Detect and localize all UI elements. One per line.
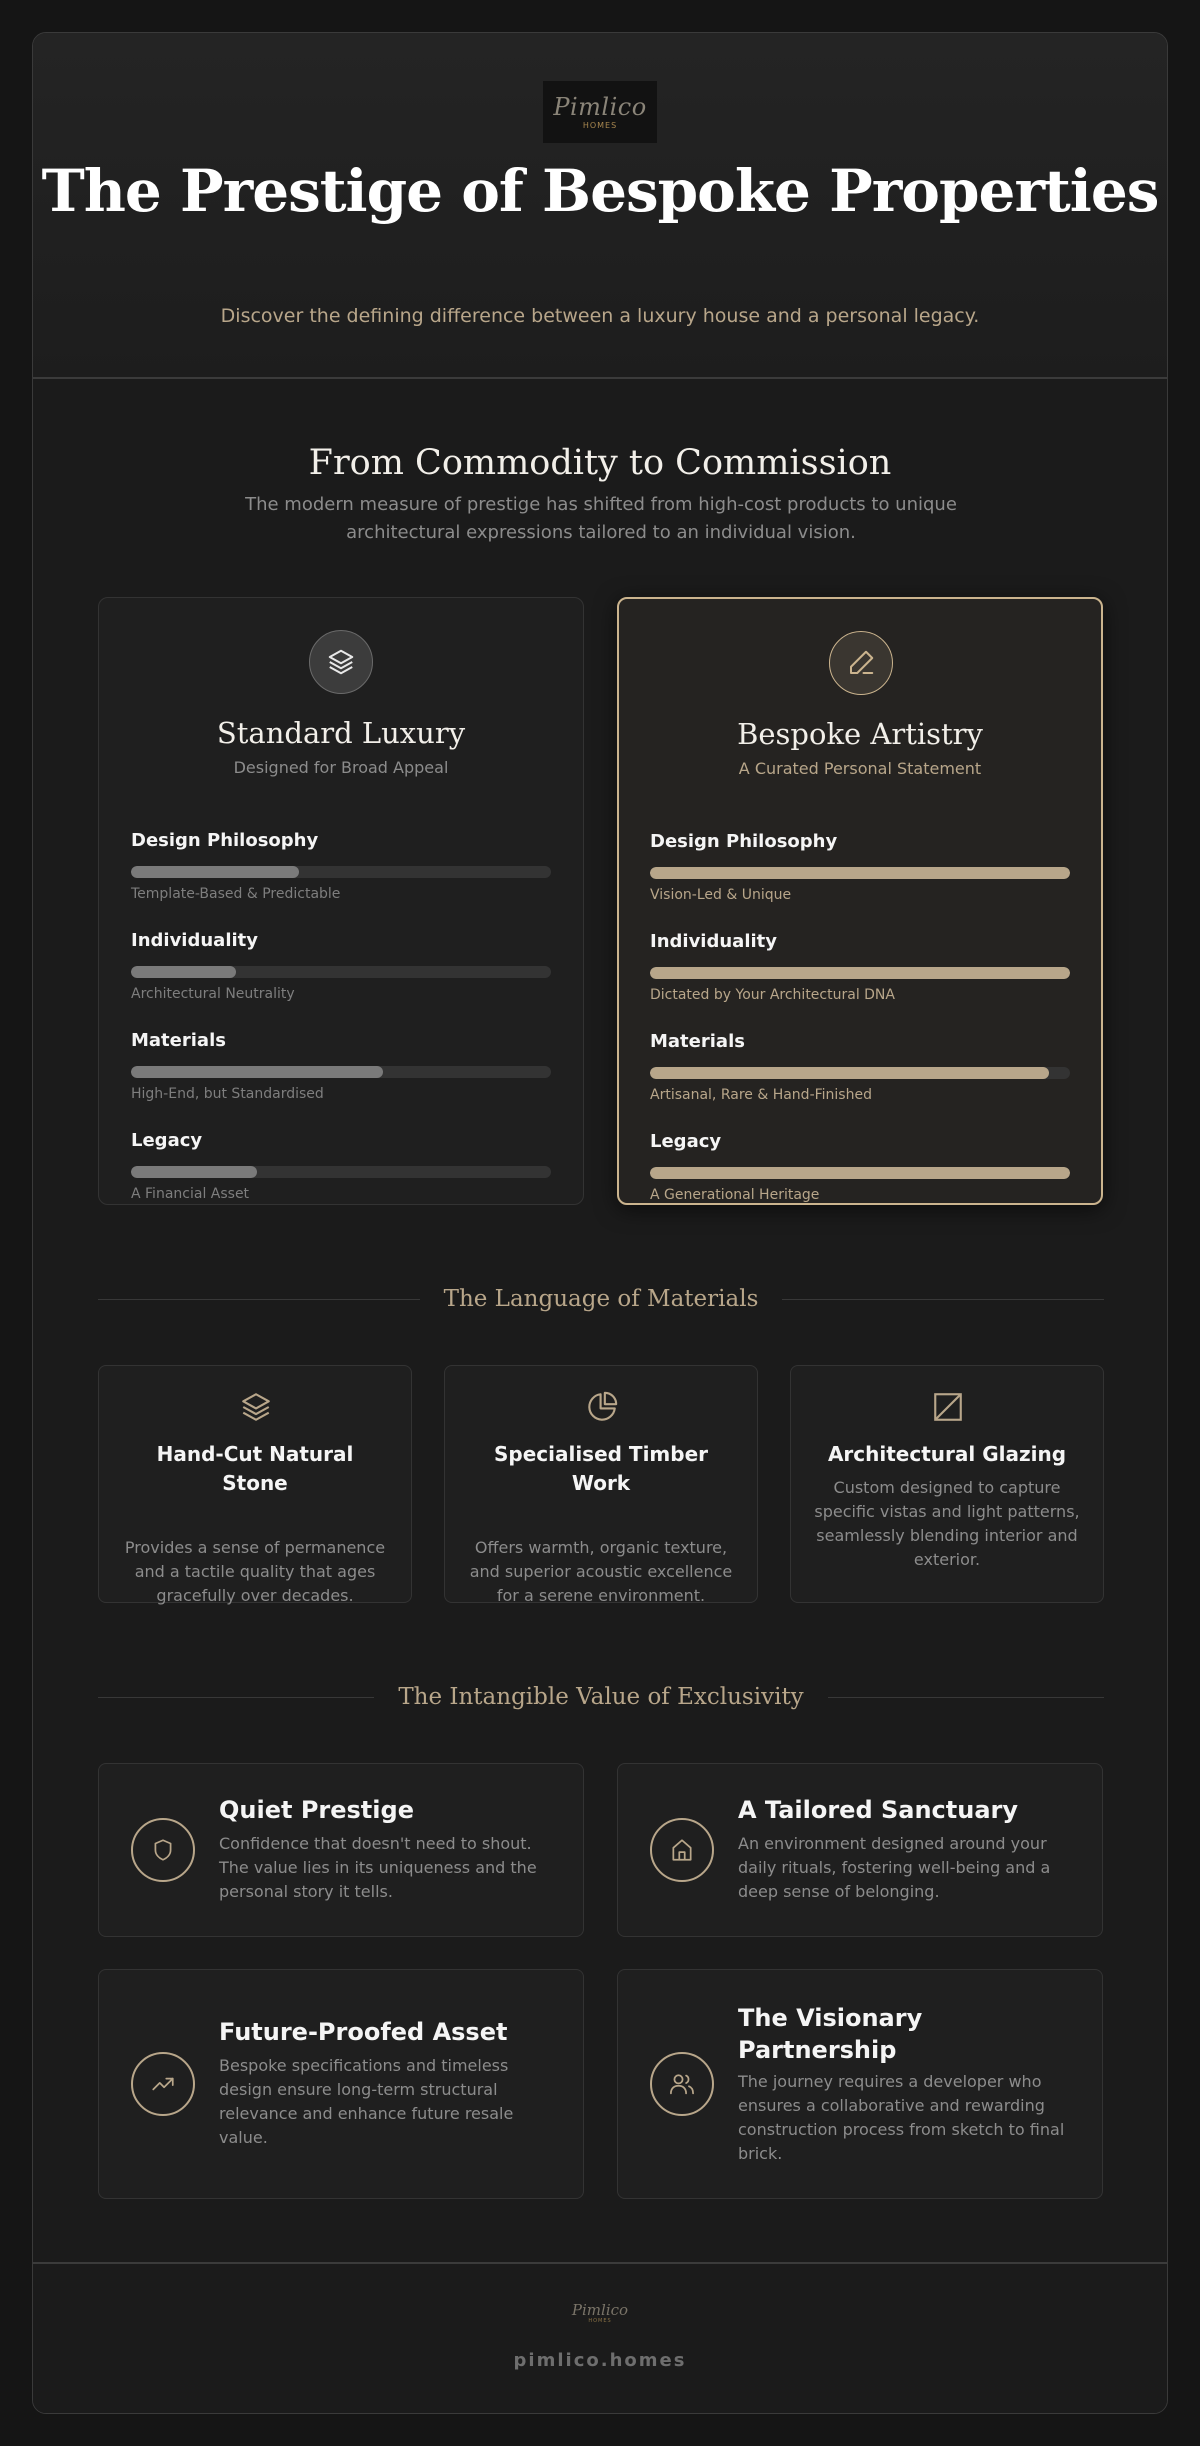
value-title: A Tailored Sanctuary xyxy=(738,1796,1019,1824)
metric-description: Vision-Led & Unique xyxy=(650,887,792,903)
material-description: Offers warmth, organic texture, and superior acoustic excellence for a serene environment. xyxy=(469,1538,733,1605)
metric-legacy xyxy=(131,1130,551,1210)
material-title: Hand-Cut Natural Stone xyxy=(156,1442,354,1495)
metric-track xyxy=(650,1167,1070,1179)
metric-fill xyxy=(131,1166,257,1178)
value-card-visionary-partnership xyxy=(617,1969,1103,2199)
metric-fill xyxy=(650,1067,1049,1079)
metric-legacy xyxy=(650,1131,1070,1211)
metric-materials xyxy=(650,1031,1070,1111)
metric-description: Artisanal, Rare & Hand-Finished xyxy=(650,1087,872,1103)
users-icon xyxy=(650,2052,714,2116)
hero-title: The Prestige of Bespoke Properties xyxy=(41,157,1159,225)
metric-individuality xyxy=(650,931,1070,1011)
card-title: Standard Luxury xyxy=(216,716,466,750)
value-title: Quiet Prestige xyxy=(219,1796,414,1824)
metric-description: Architectural Neutrality xyxy=(131,986,295,1002)
material-card-glazing xyxy=(790,1365,1104,1603)
value-description: An environment designed around your daily rituals, fostering well-being and a deep sense of belonging. xyxy=(738,1834,1051,1901)
value-title: Future-Proofed Asset xyxy=(219,2018,508,2046)
value-description: Confidence that doesn't need to shout. The value lies in its uniqueness and the personal story it tells. xyxy=(219,1834,537,1901)
hero-subtitle: Discover the defining difference between a luxury house and a personal legacy. xyxy=(220,305,980,327)
trending-up-icon xyxy=(131,2052,195,2116)
section-description: The modern measure of prestige has shifted from high-cost products to unique architectural expressions tailored to an individual vision. xyxy=(245,494,957,543)
divider-line xyxy=(828,1697,1104,1698)
metric-label: Materials xyxy=(650,1031,745,1052)
metric-fill xyxy=(131,866,299,878)
metric-fill xyxy=(131,966,236,978)
material-description: Custom designed to capture specific vistas and light patterns, seamlessly blending interior and exterior. xyxy=(814,1478,1080,1569)
metric-track xyxy=(650,967,1070,979)
metric-description: A Generational Heritage xyxy=(650,1187,820,1203)
metric-fill xyxy=(650,867,1070,879)
divider-line xyxy=(98,1697,374,1698)
metric-individuality xyxy=(131,930,551,1010)
footer-url-link[interactable]: pimlico.homes xyxy=(513,2350,687,2371)
logo-subtext: HOMES xyxy=(582,121,618,130)
material-card-timber xyxy=(444,1365,758,1603)
metric-track xyxy=(650,867,1070,879)
values-divider xyxy=(98,1677,1104,1717)
value-card-future-proofed xyxy=(98,1969,584,2199)
material-card-stone xyxy=(98,1365,412,1603)
metric-description: Dictated by Your Architectural DNA xyxy=(650,987,895,1003)
logo-wordmark: Pimlico xyxy=(571,2301,629,2319)
metric-design-philosophy xyxy=(650,831,1070,911)
value-description: Bespoke specifications and timeless design ensure long-term structural relevance and enhance future resale value. xyxy=(219,2056,514,2147)
materials-divider xyxy=(98,1279,1104,1319)
metric-design-philosophy xyxy=(131,830,551,910)
material-title: Architectural Glazing xyxy=(827,1442,1067,1466)
metric-label: Legacy xyxy=(131,1130,203,1151)
metric-label: Materials xyxy=(131,1030,226,1051)
metric-label: Individuality xyxy=(650,931,777,952)
value-description: The journey requires a developer who ensures a collaborative and rewarding construction process from sketch to final brick. xyxy=(738,2072,1065,2163)
value-card-tailored-sanctuary xyxy=(617,1763,1103,1937)
hero-header xyxy=(33,33,1167,379)
pie-chart-icon xyxy=(585,1390,619,1424)
logo-wordmark: Pimlico xyxy=(553,93,647,121)
standard-luxury-card xyxy=(98,597,584,1205)
card-subtitle: Designed for Broad Appeal xyxy=(233,758,449,777)
metric-description: High-End, but Standardised xyxy=(131,1086,324,1102)
value-title: The Visionary Partnership xyxy=(738,2004,923,2064)
footer xyxy=(33,2262,1167,2414)
divider-line xyxy=(782,1299,1104,1300)
footer-logo[interactable] xyxy=(565,2292,635,2334)
card-title: Bespoke Artistry xyxy=(737,717,983,751)
card-subtitle: A Curated Personal Statement xyxy=(738,759,982,778)
shield-icon xyxy=(131,1818,195,1882)
home-icon xyxy=(650,1818,714,1882)
divider-line xyxy=(98,1299,420,1300)
metric-label: Design Philosophy xyxy=(650,831,838,852)
metric-track xyxy=(131,966,551,978)
section-title: From Commodity to Commission xyxy=(308,443,892,483)
metric-track xyxy=(131,1066,551,1078)
metric-track xyxy=(131,1166,551,1178)
metric-fill xyxy=(131,1066,383,1078)
value-card-quiet-prestige xyxy=(98,1763,584,1937)
layers-icon xyxy=(309,630,373,694)
metric-description: A Financial Asset xyxy=(131,1186,250,1202)
metric-fill xyxy=(650,1167,1070,1179)
layers-icon xyxy=(239,1390,273,1424)
metric-materials xyxy=(131,1030,551,1110)
section-heading: The Language of Materials xyxy=(443,1286,759,1312)
metric-track xyxy=(650,1067,1070,1079)
metric-label: Individuality xyxy=(131,930,258,951)
metric-fill xyxy=(650,967,1070,979)
metric-label: Legacy xyxy=(650,1131,722,1152)
metric-track xyxy=(131,866,551,878)
material-title: Specialised Timber Work xyxy=(493,1442,709,1495)
pen-icon xyxy=(829,631,893,695)
material-description: Provides a sense of permanence and a tactile quality that ages gracefully over decades. xyxy=(124,1538,386,1605)
logo-subtext: HOMES xyxy=(588,2318,612,2324)
glazing-icon xyxy=(931,1390,965,1424)
page-frame xyxy=(32,32,1168,2414)
section-heading: The Intangible Value of Exclusivity xyxy=(398,1684,804,1710)
metric-description: Template-Based & Predictable xyxy=(131,886,341,902)
bespoke-artistry-card xyxy=(617,597,1103,1205)
brand-logo[interactable] xyxy=(543,81,657,143)
metric-label: Design Philosophy xyxy=(131,830,319,851)
